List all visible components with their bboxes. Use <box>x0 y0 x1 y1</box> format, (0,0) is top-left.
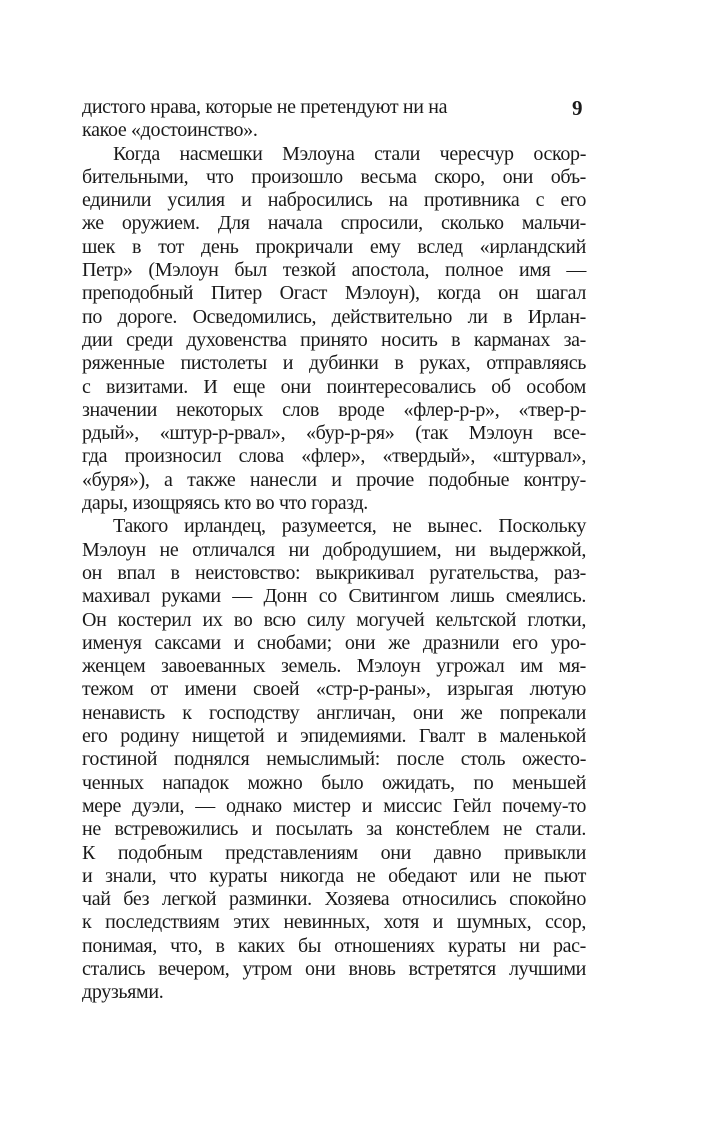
text-line: гостиной поднялся немыслимый: после столь ожесто- <box>82 748 586 771</box>
text-line: ряженные пистолеты и дубинки в руках, отправляясь <box>82 352 586 375</box>
text-line: с визитами. И еще они поинтересовались об особом <box>82 375 586 398</box>
text-line: Мэлоун не отличался ни добродушием, ни выдержкой, <box>82 538 586 561</box>
text-line: понимая, что, в каких бы отношениях кураты ни рас- <box>82 934 586 957</box>
text-line: ненависть к господству англичан, они же попрекали <box>82 701 586 724</box>
text-line: он впал в неистовство: выкрикивал ругательства, раз- <box>82 561 586 584</box>
text-line: и знали, что кураты никогда не обедают или не пьют <box>82 864 586 887</box>
text-line: не встревожились и посылать за констеблем не стали. <box>82 818 586 841</box>
text-line: значении некоторых слов вроде «флер-р-р», «твер-р- <box>82 398 586 421</box>
text-line: преподобный Питер Огаст Мэлоун), когда он шагал <box>82 282 586 305</box>
text-line: Он костерил их во всю силу могучей кельтской глотки, <box>82 608 586 631</box>
text-line: именуя саксами и снобами; они же дразнили его уро- <box>82 631 586 654</box>
text-line: женцем завоеванных земель. Мэлоун угрожал им мя- <box>82 655 586 678</box>
text-line: тежом от имени своей «стр-р-раны», изрыгая лютую <box>82 678 586 701</box>
text-line: дистого нрава, которые не претендуют ни на <box>82 96 448 118</box>
text-line: друзьями. <box>82 981 164 1004</box>
text-line: мере дуэли, — однако мистер и миссис Гейл почему-то <box>82 794 586 817</box>
text-line: чай без легкой разминки. Хозяева относились спокойно <box>82 888 586 911</box>
text-line: единили усилия и набросились на противника с его <box>82 189 586 212</box>
text-line: ченных нападок можно было ожидать, по меньшей <box>82 771 586 794</box>
body-text <box>82 96 586 1005</box>
text-line: какое «достоинство». <box>82 119 258 142</box>
text-line: стались вечером, утром они вновь встретятся лучшими <box>82 957 586 980</box>
text-line: к последствиям этих невинных, хотя и шумных, ссор, <box>82 911 586 934</box>
text-line: шек в тот день прокричали ему вслед «ирландский <box>82 235 586 258</box>
text-line: дары, изощряясь кто во что горазд. <box>82 492 368 515</box>
text-line: Такого ирландец, разумеется, не вынес. Поскольку <box>113 515 586 538</box>
text-line: же оружием. Для начала спросили, сколько мальчи- <box>82 212 586 235</box>
text-line: Когда насмешки Мэлоуна стали чересчур оскор- <box>113 142 586 165</box>
text-line: «буря»), а также нанесли и прочие подобные контру- <box>82 468 586 491</box>
page-number: 9 <box>572 96 583 120</box>
text-line: К подобным представлениям они давно привыкли <box>82 841 586 864</box>
text-line: рдый», «штур-р-рвал», «бур-р-ря» (так Мэлоун все- <box>82 422 586 445</box>
text-line: гда произносил слова «флер», «твердый», «штурвал», <box>82 445 586 468</box>
text-line: дии среди духовенства принято носить в карманах за- <box>82 328 586 351</box>
text-line: его родину нищетой и эпидемиями. Гвалт в маленькой <box>82 725 586 748</box>
text-line: по дороге. Осведомились, действительно ли в Ирлан- <box>82 305 586 328</box>
text-line: махивал руками — Донн со Свитингом лишь смеялись. <box>82 585 586 608</box>
text-line: бительными, что произошло весьма скоро, они объ- <box>82 165 586 188</box>
text-line: Петр» (Мэлоун был тезкой апостола, полное имя — <box>82 259 586 282</box>
